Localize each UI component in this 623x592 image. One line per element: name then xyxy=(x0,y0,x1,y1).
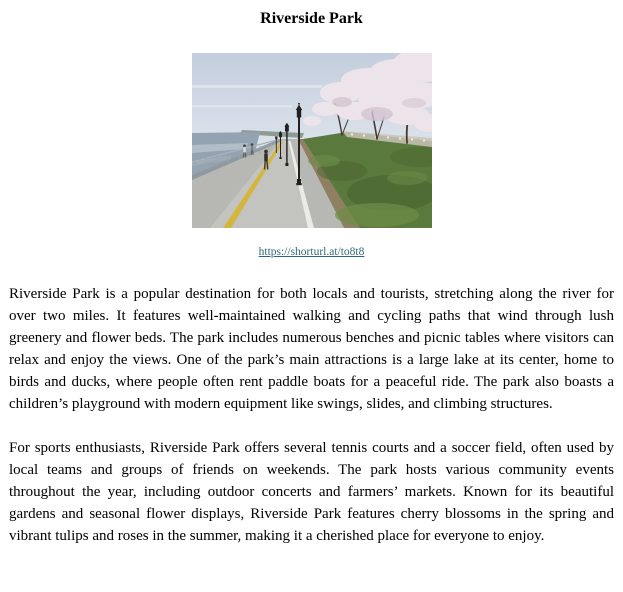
paragraph-1: Riverside Park is a popular destination for both locals and tourists, stretching along the river for over two miles. It features well-maintained walking and cycling paths that wind through lush greenery and flower beds. The park includes numerous benches and picnic tables where visitors can relax and enjoy the views. One of the park’s main attractions is a large lake at its center, home to birds and ducks, where people often rent paddle boats for a peaceful ride. The park also boasts a children’s playground with modern equipment like swings, slides, and climbing structures. xyxy=(9,286,614,412)
park-photo-figure xyxy=(9,53,614,228)
photo-source-link[interactable]: https://shorturl.at/to8t8 xyxy=(258,246,365,258)
photo-caption xyxy=(9,245,614,259)
paragraph-2: For sports enthusiasts, Riverside Park offers several tennis courts and a soccer field, often used by local teams and groups of friends on weekends. The park hosts various community events throughout the year, including outdoor concerts and farmers’ markets. Known for its beautiful gardens and seasonal flower displays, Riverside Park features cherry blossoms in the spring and vibrant tulips and roses in the summer, making it a cherished place for everyone to enjoy. xyxy=(9,440,614,544)
park-photo xyxy=(192,53,432,228)
page-title: Riverside Park xyxy=(260,10,363,27)
